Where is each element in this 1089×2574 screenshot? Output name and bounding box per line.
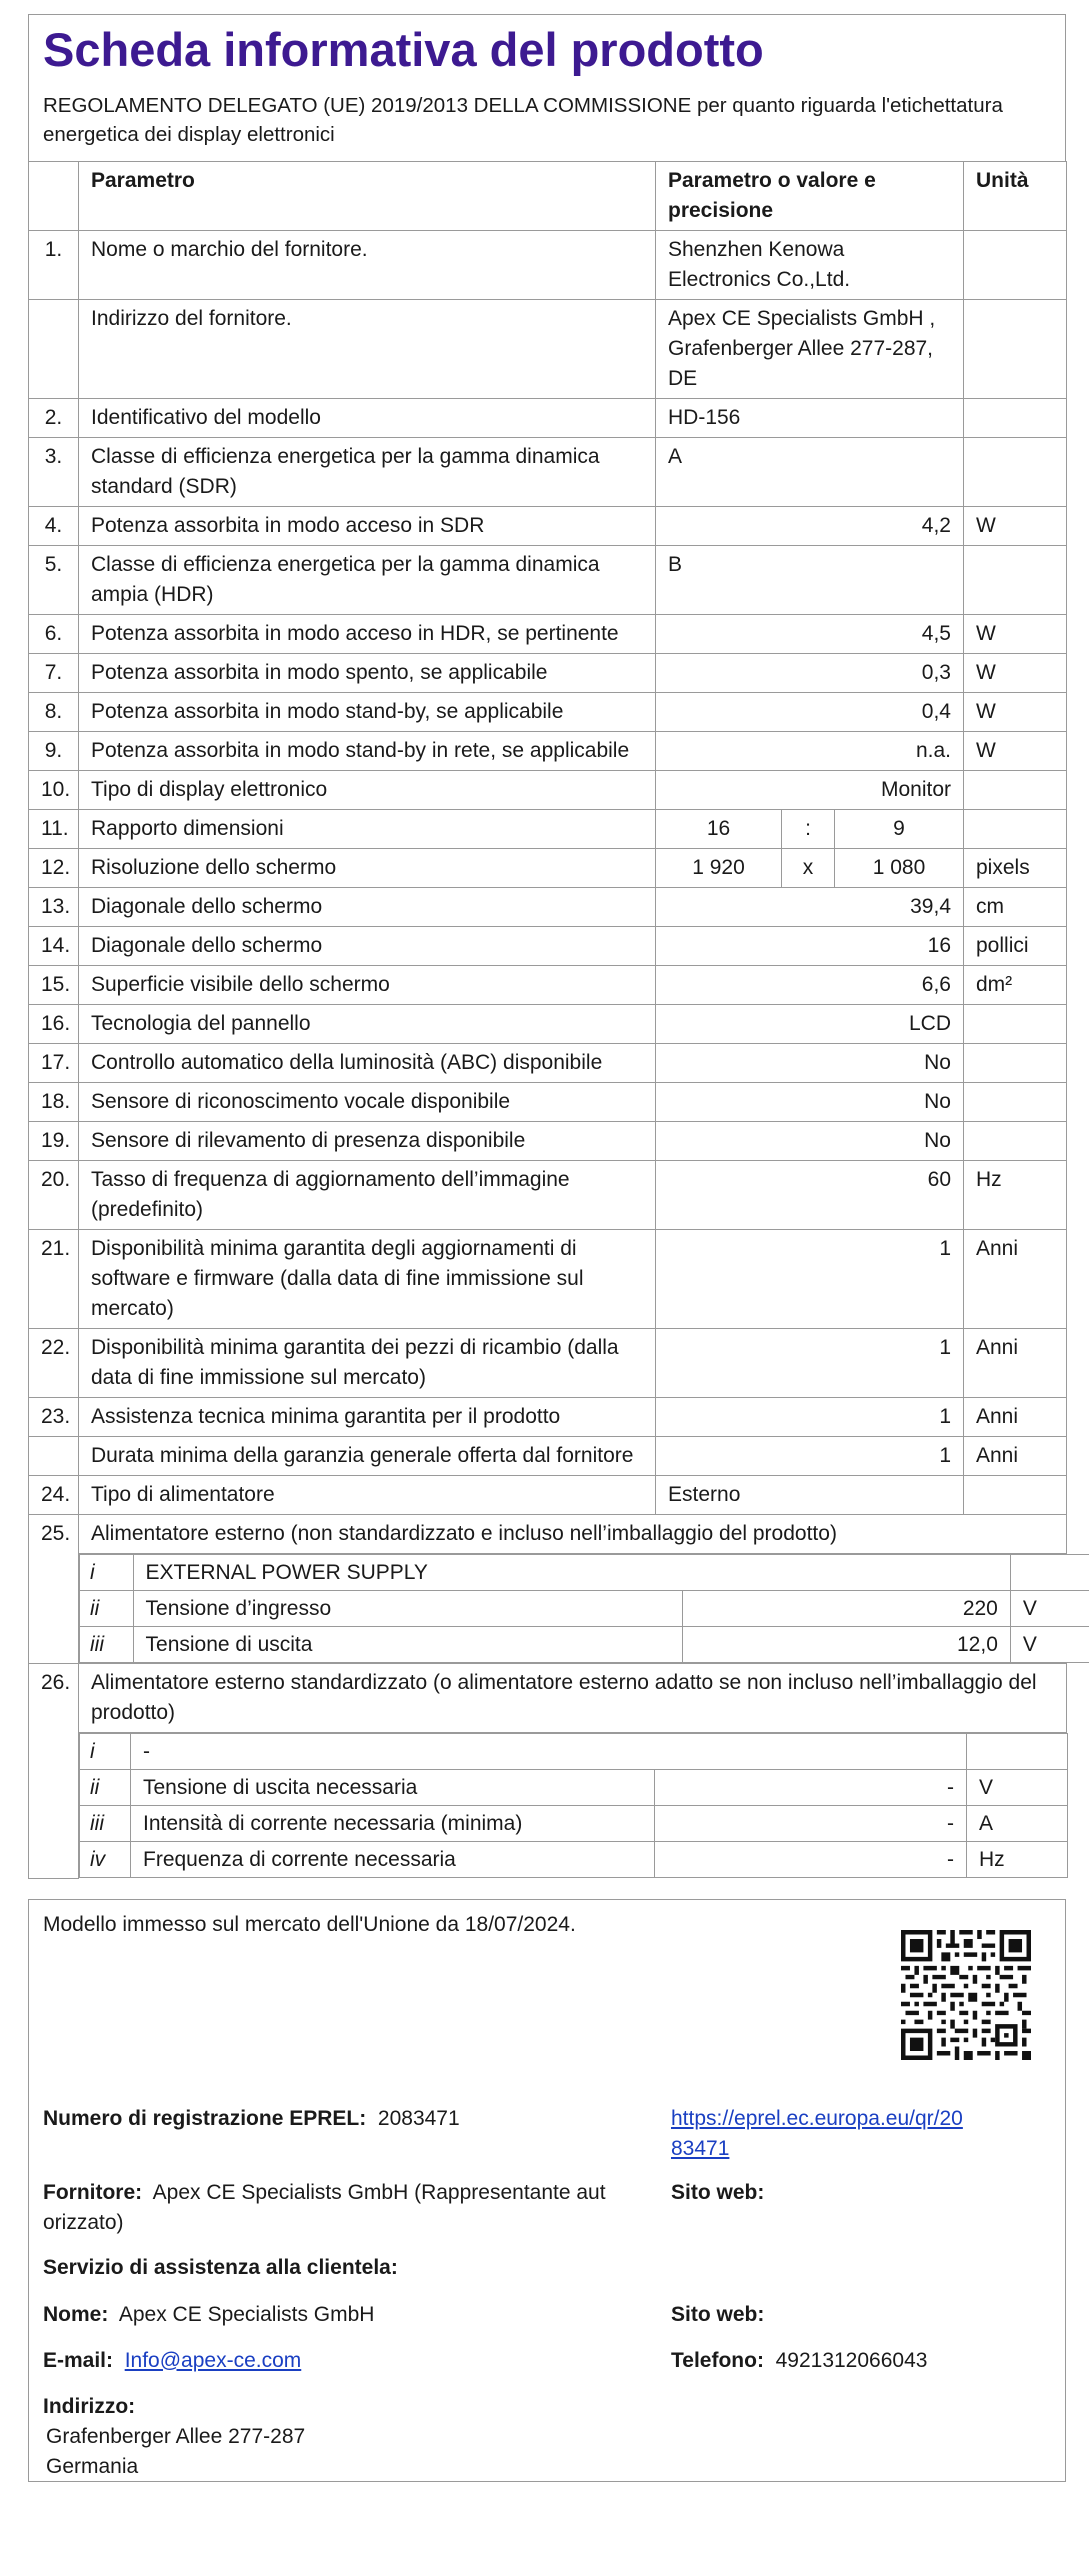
aspect-ratio-separator: : (782, 810, 835, 849)
customer-service-heading: Servizio di assistenza alla clientela: (43, 2253, 398, 2283)
row-label: Superficie visibile dello schermo (79, 966, 656, 1005)
row-unit (964, 1005, 1067, 1044)
row-value: n.a. (656, 732, 964, 771)
row-value: No (656, 1083, 964, 1122)
row-unit: Hz (964, 1161, 1067, 1230)
table-row (29, 1161, 1067, 1230)
header-unit: Unità (964, 162, 1067, 231)
row-unit: cm (964, 888, 1067, 927)
row-label: Nome o marchio del fornitore. (79, 231, 656, 300)
row-unit: W (964, 732, 1067, 771)
row-value: 1 (656, 1230, 964, 1329)
row-unit: W (964, 693, 1067, 732)
eprel-label: Numero di registrazione EPREL: (43, 2107, 366, 2130)
row-label: Potenza assorbita in modo stand-by, se applicabile (79, 693, 656, 732)
sub-index: ii (80, 1591, 134, 1627)
row-unit (964, 1122, 1067, 1161)
sub-row (80, 1842, 1068, 1878)
row-value: 1 (656, 1329, 964, 1398)
psu25-wrapper (79, 1554, 1067, 1664)
address-label: Indirizzo: (43, 2395, 135, 2418)
eprel-link-line-2[interactable]: 83471 (671, 2137, 729, 2160)
row-label: Tecnologia del pannello (79, 1005, 656, 1044)
sub-unit: Hz (967, 1842, 1068, 1878)
row-value: LCD (656, 1005, 964, 1044)
eprel-link-line-1[interactable]: https://eprel.ec.europa.eu/qr/20 (671, 2107, 963, 2130)
row-number: 21. (29, 1230, 79, 1329)
row-number (29, 300, 79, 399)
page-title: Scheda informativa del prodotto (43, 19, 1051, 81)
row-value: B (656, 546, 964, 615)
row-number: 12. (29, 849, 79, 888)
row-unit (964, 300, 1067, 399)
sub-value: 12,0 (683, 1627, 1010, 1663)
service-website-label: Sito web: (671, 2300, 764, 2330)
sub-row (80, 1734, 1068, 1770)
table-row (29, 231, 1067, 300)
row-label: Tipo di display elettronico (79, 771, 656, 810)
sub-row (80, 1555, 1089, 1591)
row-number: 10. (29, 771, 79, 810)
sub-label: - (131, 1734, 967, 1770)
row-number: 14. (29, 927, 79, 966)
address-block (43, 2392, 305, 2482)
row-label: Potenza assorbita in modo acceso in HDR, se pertinente (79, 615, 656, 654)
row-value: No (656, 1044, 964, 1083)
sub-unit (1010, 1555, 1089, 1591)
sub-index: iii (80, 1627, 134, 1663)
sub-unit: V (1010, 1627, 1089, 1663)
row-value: Esterno (656, 1476, 964, 1515)
service-name: Apex CE Specialists GmbH (119, 2303, 375, 2326)
row-unit: Anni (964, 1437, 1067, 1476)
row-unit (964, 771, 1067, 810)
table-row (29, 507, 1067, 546)
row-number: 19. (29, 1122, 79, 1161)
header-param: Parametro (79, 162, 656, 231)
row-value: Apex CE Specialists GmbH , Grafenberger Allee 277-287, DE (656, 300, 964, 399)
row-number: 13. (29, 888, 79, 927)
row-unit (964, 546, 1067, 615)
table-row (29, 615, 1067, 654)
phone-number: 4921312066043 (776, 2349, 928, 2372)
table-row (29, 966, 1067, 1005)
row-number: 11. (29, 810, 79, 849)
table-row (29, 732, 1067, 771)
sub-label: Tensione di uscita necessaria (131, 1770, 655, 1806)
table-row (29, 1044, 1067, 1083)
phone-label: Telefono: (671, 2349, 764, 2372)
row-value: 1 (656, 1398, 964, 1437)
row-unit (964, 438, 1067, 507)
row-number: 23. (29, 1398, 79, 1437)
table-row (29, 771, 1067, 810)
row-unit: W (964, 654, 1067, 693)
row-value: 60 (656, 1161, 964, 1230)
sub-row (80, 1770, 1068, 1806)
sub-row (80, 1591, 1089, 1627)
row-number: 8. (29, 693, 79, 732)
row-number: 25. (29, 1515, 79, 1664)
row-number: 17. (29, 1044, 79, 1083)
row-number: 5. (29, 546, 79, 615)
table-row (29, 810, 1067, 849)
row-number: 18. (29, 1083, 79, 1122)
row-label: Potenza assorbita in modo spento, se applicabile (79, 654, 656, 693)
supplier-value: Apex CE Specialists GmbH (Rappresentante aut (153, 2181, 606, 2204)
table-row (29, 849, 1067, 888)
table-row (29, 1122, 1067, 1161)
sub-label: Tensione di uscita (133, 1627, 683, 1663)
row-unit (964, 1476, 1067, 1515)
market-date-text: Modello immesso sul mercato dell'Unione da 18/07/2024. (43, 1910, 576, 1940)
service-name-line (43, 2300, 374, 2330)
header-num-cell (29, 162, 79, 231)
row-value: 4,2 (656, 507, 964, 546)
row-label: Indirizzo del fornitore. (79, 300, 656, 399)
email-label: E-mail: (43, 2349, 113, 2372)
row-number: 4. (29, 507, 79, 546)
row-number: 20. (29, 1161, 79, 1230)
row-label: Rapporto dimensioni (79, 810, 656, 849)
sub-index: ii (80, 1770, 131, 1806)
psu25-subtable-row (29, 1554, 1067, 1664)
sub-index: iii (80, 1806, 131, 1842)
table-row (29, 1664, 1067, 1733)
sub-value: - (655, 1770, 967, 1806)
row-unit: dm² (964, 966, 1067, 1005)
product-information-sheet (28, 14, 1066, 2482)
row-value: A (656, 438, 964, 507)
sub-unit: A (967, 1806, 1068, 1842)
sub-unit: V (1010, 1591, 1089, 1627)
row-number: 1. (29, 231, 79, 300)
eprel-number: 2083471 (378, 2107, 460, 2130)
sub-index: i (80, 1734, 131, 1770)
resolution-height: 1 080 (835, 849, 964, 888)
row-unit (964, 1083, 1067, 1122)
row-value: 0,3 (656, 654, 964, 693)
sub-index: iv (80, 1842, 131, 1878)
row-label: Tipo di alimentatore (79, 1476, 656, 1515)
address-country: Germania (43, 2455, 138, 2478)
table-row (29, 1437, 1067, 1476)
table-row (29, 1230, 1067, 1329)
table-row (29, 927, 1067, 966)
row-unit: Anni (964, 1398, 1067, 1437)
table-row (29, 1329, 1067, 1398)
row-label: Diagonale dello schermo (79, 927, 656, 966)
row-value: Shenzhen Kenowa Electronics Co.,Ltd. (656, 231, 964, 300)
address-street: Grafenberger Allee 277-287 (43, 2425, 305, 2448)
row-label: Tasso di frequenza di aggiornamento dell’immagine (predefinito) (79, 1161, 656, 1230)
row-label: Alimentatore esterno standardizzato (o alimentatore esterno adatto se non incluso nell’imballaggio del prodotto) (79, 1664, 1067, 1733)
sub-label: EXTERNAL POWER SUPPLY (133, 1555, 1010, 1591)
row-unit (964, 1044, 1067, 1083)
table-row (29, 300, 1067, 399)
row-number: 24. (29, 1476, 79, 1515)
row-label: Risoluzione dello schermo (79, 849, 656, 888)
sub-label: Frequenza di corrente necessaria (131, 1842, 655, 1878)
row-value: Monitor (656, 771, 964, 810)
supplier-line (43, 2178, 663, 2238)
supplier-label: Fornitore: (43, 2181, 142, 2204)
row-label: Sensore di rilevamento di presenza disponibile (79, 1122, 656, 1161)
sub-unit (967, 1734, 1068, 1770)
table-row (29, 1005, 1067, 1044)
eprel-link[interactable] (671, 2104, 963, 2164)
row-number: 15. (29, 966, 79, 1005)
row-label: Alimentatore esterno (non standardizzato e incluso nell’imballaggio del prodotto) (79, 1515, 1067, 1554)
row-unit: Anni (964, 1230, 1067, 1329)
table-row (29, 438, 1067, 507)
table-row (29, 693, 1067, 732)
sub-index: i (80, 1555, 134, 1591)
row-unit: Anni (964, 1329, 1067, 1398)
name-label: Nome: (43, 2303, 108, 2326)
row-unit (964, 810, 1067, 849)
row-label: Disponibilità minima garantita degli aggiornamenti di software e firmware (dalla data di fine immissione sul mercato) (79, 1230, 656, 1329)
email-link[interactable]: Info@apex-ce.com (125, 2349, 302, 2372)
sub-label: Intensità di corrente necessaria (minima) (131, 1806, 655, 1842)
email-line (43, 2346, 301, 2376)
row-value: 0,4 (656, 693, 964, 732)
resolution-separator: x (782, 849, 835, 888)
row-label: Potenza assorbita in modo stand-by in rete, se applicabile (79, 732, 656, 771)
row-value: 1 (656, 1437, 964, 1476)
sub-value: - (655, 1842, 967, 1878)
row-value: 39,4 (656, 888, 964, 927)
psu25-subtable (79, 1554, 1089, 1663)
spec-table (28, 161, 1067, 1879)
sub-row (80, 1806, 1068, 1842)
row-label: Sensore di riconoscimento vocale disponibile (79, 1083, 656, 1122)
table-row (29, 888, 1067, 927)
row-value: HD-156 (656, 399, 964, 438)
row-unit: pollici (964, 927, 1067, 966)
table-row (29, 654, 1067, 693)
row-label: Diagonale dello schermo (79, 888, 656, 927)
sub-value: 220 (683, 1591, 1010, 1627)
row-number: 26. (29, 1664, 79, 1879)
psu26-subtable (79, 1733, 1068, 1878)
row-value: 16 (656, 927, 964, 966)
row-label: Identificativo del modello (79, 399, 656, 438)
aspect-ratio-width: 16 (656, 810, 782, 849)
supplier-info-box (28, 1899, 1066, 2482)
row-label: Assistenza tecnica minima garantita per il prodotto (79, 1398, 656, 1437)
header-value: Parametro o valore e precisione (656, 162, 964, 231)
sheet-header (28, 14, 1066, 161)
row-number: 6. (29, 615, 79, 654)
supplier-value-cont: orizzato) (43, 2211, 124, 2234)
row-label: Classe di efficienza energetica per la gamma dinamica ampia (HDR) (79, 546, 656, 615)
table-row (29, 546, 1067, 615)
sub-unit: V (967, 1770, 1068, 1806)
row-label: Controllo automatico della luminosità (ABC) disponibile (79, 1044, 656, 1083)
psu26-wrapper (79, 1733, 1067, 1879)
phone-line (671, 2346, 927, 2376)
sub-value: - (655, 1806, 967, 1842)
table-row (29, 1398, 1067, 1437)
regulation-text: REGOLAMENTO DELEGATO (UE) 2019/2013 DELLA COMMISSIONE per quanto riguarda l'etichettatura energetica dei display elettronici (43, 91, 1051, 149)
psu26-subtable-row (29, 1733, 1067, 1879)
table-row (29, 1083, 1067, 1122)
table-row (29, 1476, 1067, 1515)
row-value: No (656, 1122, 964, 1161)
table-header-row (29, 162, 1067, 231)
row-unit (964, 399, 1067, 438)
row-value: 6,6 (656, 966, 964, 1005)
row-unit: W (964, 507, 1067, 546)
row-label: Durata minima della garanzia generale offerta dal fornitore (79, 1437, 656, 1476)
row-unit: W (964, 615, 1067, 654)
eprel-line (43, 2104, 460, 2134)
website-label: Sito web: (671, 2178, 764, 2208)
row-number: 9. (29, 732, 79, 771)
row-number: 3. (29, 438, 79, 507)
row-unit (964, 231, 1067, 300)
row-number: 7. (29, 654, 79, 693)
row-number: 16. (29, 1005, 79, 1044)
row-label: Classe di efficienza energetica per la gamma dinamica standard (SDR) (79, 438, 656, 507)
table-row (29, 399, 1067, 438)
sub-label: Tensione d’ingresso (133, 1591, 683, 1627)
qr-code-icon (901, 1930, 1031, 2060)
table-row (29, 1515, 1067, 1554)
row-value: 4,5 (656, 615, 964, 654)
resolution-width: 1 920 (656, 849, 782, 888)
row-number (29, 1437, 79, 1476)
row-number: 22. (29, 1329, 79, 1398)
row-label: Disponibilità minima garantita dei pezzi di ricambio (dalla data di fine immissione sul mercato) (79, 1329, 656, 1398)
row-unit: pixels (964, 849, 1067, 888)
sub-row (80, 1627, 1089, 1663)
aspect-ratio-height: 9 (835, 810, 964, 849)
row-number: 2. (29, 399, 79, 438)
row-label: Potenza assorbita in modo acceso in SDR (79, 507, 656, 546)
